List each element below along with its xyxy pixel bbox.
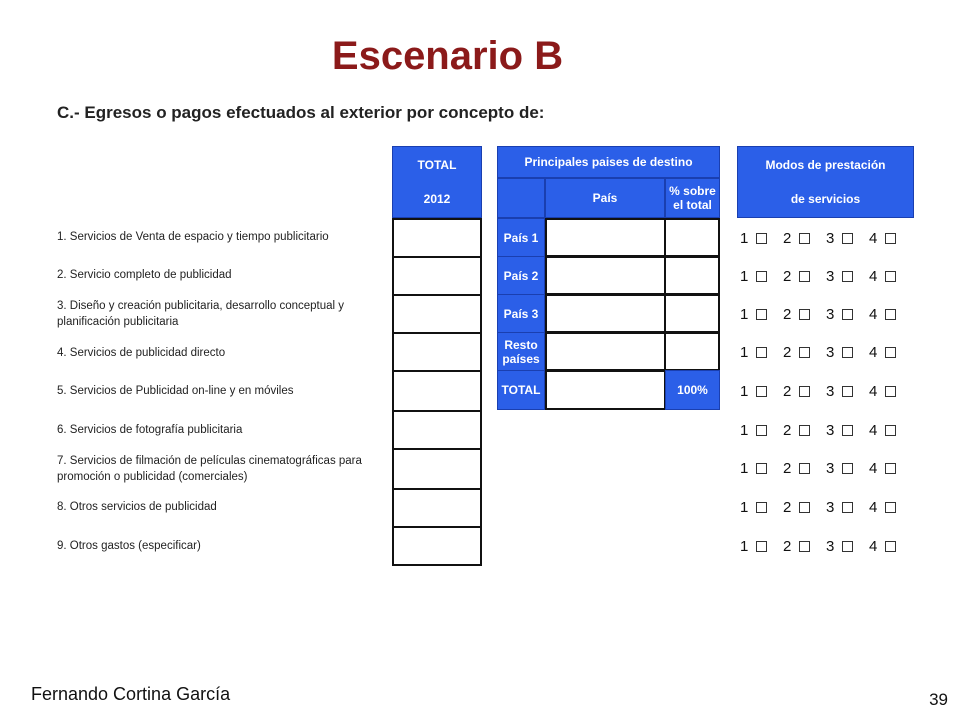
pct-input-1[interactable] bbox=[664, 218, 720, 257]
modos-options-row bbox=[740, 342, 912, 362]
modo-checkbox-3[interactable] bbox=[842, 502, 853, 513]
modo-number: 3 bbox=[826, 421, 835, 439]
modo-number: 4 bbox=[869, 343, 878, 361]
modo-checkbox-2[interactable] bbox=[799, 233, 810, 244]
modo-number: 3 bbox=[826, 229, 835, 247]
modo-checkbox-2[interactable] bbox=[799, 271, 810, 282]
modo-checkbox-2[interactable] bbox=[799, 502, 810, 513]
item-label: 2. Servicio completo de publicidad bbox=[57, 269, 232, 281]
modo-checkbox-4[interactable] bbox=[885, 463, 896, 474]
modo-checkbox-1[interactable] bbox=[756, 233, 767, 244]
modo-number: 2 bbox=[783, 537, 792, 555]
modo-checkbox-1[interactable] bbox=[756, 425, 767, 436]
modos-options-row bbox=[740, 536, 912, 556]
modo-number: 2 bbox=[783, 267, 792, 285]
modo-checkbox-2[interactable] bbox=[799, 386, 810, 397]
modos-options-row bbox=[740, 228, 912, 248]
modo-number: 1 bbox=[740, 229, 749, 247]
slide-title: Escenario B bbox=[331, 34, 564, 78]
pct-total-value: 100% bbox=[665, 370, 720, 410]
total-input-3[interactable] bbox=[392, 294, 482, 334]
modos-options-row bbox=[740, 497, 912, 517]
modos-options-row bbox=[740, 304, 912, 324]
pais-input-resto[interactable] bbox=[545, 332, 666, 371]
total-input-1[interactable] bbox=[392, 218, 482, 258]
modo-checkbox-4[interactable] bbox=[885, 425, 896, 436]
modo-checkbox-1[interactable] bbox=[756, 347, 767, 358]
total-header-line2: 2012 bbox=[423, 192, 451, 206]
modo-number: 1 bbox=[740, 498, 749, 516]
modos-options-row bbox=[740, 420, 912, 440]
footer-author: Fernando Cortina García bbox=[31, 684, 231, 704]
modo-number: 4 bbox=[869, 305, 878, 323]
modo-number: 2 bbox=[783, 305, 792, 323]
pais-input-2[interactable] bbox=[545, 256, 666, 295]
total-input-7[interactable] bbox=[392, 448, 482, 490]
modo-checkbox-3[interactable] bbox=[842, 271, 853, 282]
modos-options-row bbox=[740, 458, 912, 478]
modo-checkbox-4[interactable] bbox=[885, 309, 896, 320]
modo-checkbox-2[interactable] bbox=[799, 541, 810, 552]
pais-row-label-2: País 2 bbox=[497, 256, 545, 295]
modos-options-row bbox=[740, 381, 912, 401]
modo-checkbox-3[interactable] bbox=[842, 347, 853, 358]
modo-number: 1 bbox=[740, 382, 749, 400]
modo-checkbox-2[interactable] bbox=[799, 425, 810, 436]
pais-row-label-resto: Resto países bbox=[497, 332, 545, 371]
total-header-line1: TOTAL bbox=[417, 158, 457, 172]
modo-checkbox-4[interactable] bbox=[885, 386, 896, 397]
modos-options-row bbox=[740, 266, 912, 286]
pais-input-total[interactable] bbox=[545, 370, 666, 410]
item-label: 3. Diseño y creación publicitaria, desarrollo conceptual y planificación publicitaria bbox=[57, 300, 345, 328]
modo-number: 3 bbox=[826, 459, 835, 477]
modo-number: 3 bbox=[826, 498, 835, 516]
modo-number: 2 bbox=[783, 421, 792, 439]
item-label: 7. Servicios de filmación de películas cinematográficas para promoción o publicidad (comerciales) bbox=[57, 455, 362, 483]
modo-checkbox-4[interactable] bbox=[885, 541, 896, 552]
item-label: 1. Servicios de Venta de espacio y tiempo publicitario bbox=[57, 231, 329, 243]
total-input-6[interactable] bbox=[392, 410, 482, 450]
modo-number: 1 bbox=[740, 537, 749, 555]
modo-checkbox-4[interactable] bbox=[885, 502, 896, 513]
total-input-9[interactable] bbox=[392, 526, 482, 566]
modo-number: 2 bbox=[783, 343, 792, 361]
pct-header: % sobre el total bbox=[665, 178, 720, 218]
total-input-2[interactable] bbox=[392, 256, 482, 296]
modo-number: 1 bbox=[740, 421, 749, 439]
destinos-blank-header bbox=[497, 178, 545, 218]
pais-row-label-total: TOTAL bbox=[497, 370, 545, 410]
total-input-4[interactable] bbox=[392, 332, 482, 372]
modo-checkbox-4[interactable] bbox=[885, 347, 896, 358]
item-label: 6. Servicios de fotografía publicitaria bbox=[57, 424, 243, 436]
modo-number: 2 bbox=[783, 382, 792, 400]
total-header bbox=[392, 146, 482, 218]
modos-header-line1: Modos de prestación bbox=[765, 158, 886, 172]
pais-row-label-1: País 1 bbox=[497, 218, 545, 257]
modos-header bbox=[737, 146, 914, 218]
modo-checkbox-3[interactable] bbox=[842, 386, 853, 397]
modo-checkbox-2[interactable] bbox=[799, 347, 810, 358]
modo-number: 3 bbox=[826, 305, 835, 323]
modo-number: 3 bbox=[826, 382, 835, 400]
modo-checkbox-4[interactable] bbox=[885, 233, 896, 244]
modo-number: 1 bbox=[740, 305, 749, 323]
pais-header: País bbox=[545, 178, 665, 218]
modo-checkbox-2[interactable] bbox=[799, 463, 810, 474]
modo-number: 3 bbox=[826, 343, 835, 361]
modo-number: 4 bbox=[869, 537, 878, 555]
modo-number: 2 bbox=[783, 459, 792, 477]
modo-number: 1 bbox=[740, 267, 749, 285]
modo-checkbox-1[interactable] bbox=[756, 309, 767, 320]
modo-number: 4 bbox=[869, 229, 878, 247]
modo-number: 4 bbox=[869, 382, 878, 400]
modo-checkbox-1[interactable] bbox=[756, 502, 767, 513]
modo-number: 4 bbox=[869, 498, 878, 516]
item-label: 9. Otros gastos (especificar) bbox=[57, 540, 201, 552]
item-label: 5. Servicios de Publicidad on-line y en móviles bbox=[57, 385, 294, 397]
pais-row-label-3: País 3 bbox=[497, 294, 545, 333]
modo-checkbox-1[interactable] bbox=[756, 463, 767, 474]
modo-checkbox-4[interactable] bbox=[885, 271, 896, 282]
modo-number: 1 bbox=[740, 343, 749, 361]
item-label: 8. Otros servicios de publicidad bbox=[57, 501, 217, 513]
modo-checkbox-2[interactable] bbox=[799, 309, 810, 320]
pais-input-1[interactable] bbox=[545, 218, 666, 257]
modo-number: 1 bbox=[740, 459, 749, 477]
pct-input-2[interactable] bbox=[664, 256, 720, 295]
modo-checkbox-1[interactable] bbox=[756, 271, 767, 282]
modo-number: 2 bbox=[783, 229, 792, 247]
pct-input-3[interactable] bbox=[664, 294, 720, 333]
modo-checkbox-1[interactable] bbox=[756, 541, 767, 552]
total-input-5[interactable] bbox=[392, 370, 482, 412]
modo-number: 4 bbox=[869, 421, 878, 439]
modo-number: 2 bbox=[783, 498, 792, 516]
modo-number: 4 bbox=[869, 267, 878, 285]
pct-input-resto[interactable] bbox=[664, 332, 720, 371]
destinos-header: Principales paises de destino bbox=[497, 146, 720, 178]
item-label: 4. Servicios de publicidad directo bbox=[57, 347, 226, 359]
modo-checkbox-3[interactable] bbox=[842, 309, 853, 320]
total-input-8[interactable] bbox=[392, 488, 482, 528]
pais-input-3[interactable] bbox=[545, 294, 666, 333]
modo-checkbox-3[interactable] bbox=[842, 541, 853, 552]
modo-checkbox-1[interactable] bbox=[756, 386, 767, 397]
modo-checkbox-3[interactable] bbox=[842, 425, 853, 436]
modos-header-line2: de servicios bbox=[790, 192, 861, 206]
section-subtitle: C.- Egresos o pagos efectuados al exterior por concepto de: bbox=[57, 103, 545, 122]
modo-checkbox-3[interactable] bbox=[842, 463, 853, 474]
modo-number: 4 bbox=[869, 459, 878, 477]
modo-number: 3 bbox=[826, 537, 835, 555]
modo-number: 3 bbox=[826, 267, 835, 285]
page-number: 39 bbox=[929, 690, 948, 709]
modo-checkbox-3[interactable] bbox=[842, 233, 853, 244]
